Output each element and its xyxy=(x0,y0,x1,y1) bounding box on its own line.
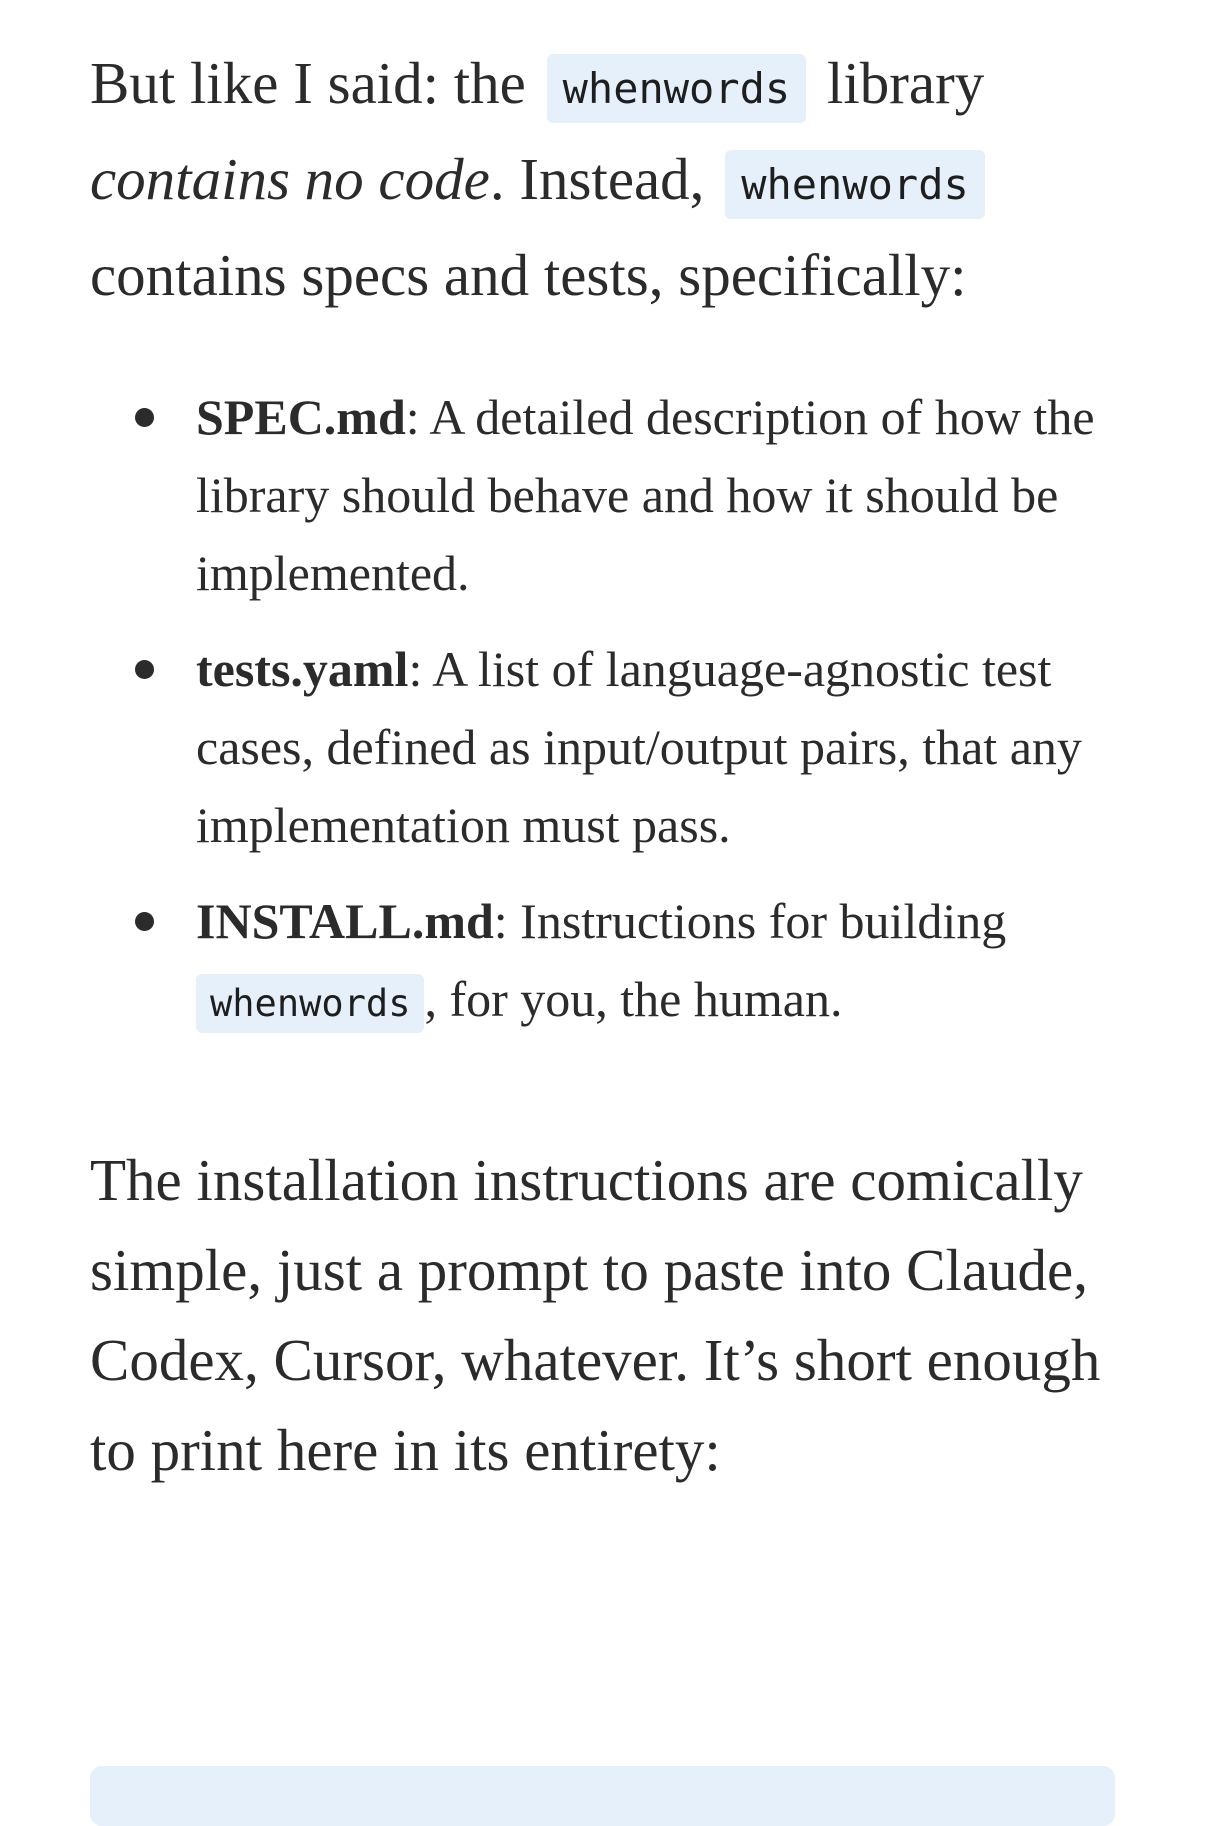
list-item xyxy=(196,378,1120,612)
bullet-icon xyxy=(135,408,154,427)
list-item-term: INSTALL.md xyxy=(196,893,494,949)
intro-text-3: . Instead, xyxy=(489,146,720,212)
bullet-icon xyxy=(135,912,154,931)
list-item-text: : A list of language-agnostic test cases, defined as input/output pairs, that any implementation must pass. xyxy=(196,641,1082,853)
list-item xyxy=(196,630,1120,864)
list-item-text-tail: , for you, the human. xyxy=(424,971,843,1027)
list-item-text: : Instructions for building xyxy=(493,893,1007,949)
intro-paragraph xyxy=(90,0,1120,320)
intro-text-1: But like I said: the xyxy=(90,50,541,116)
list-item-text: : A detailed description of how the library should behave and how it should be implemented. xyxy=(196,389,1095,601)
list-item xyxy=(196,882,1120,1043)
intro-text-4: contains specs and tests, specifically: xyxy=(90,242,967,308)
inline-code-whenwords: whenwords xyxy=(196,974,424,1033)
file-list xyxy=(90,378,1120,1043)
inline-code-whenwords: whenwords xyxy=(725,150,985,219)
intro-text-2: library xyxy=(812,50,985,116)
bullet-icon xyxy=(135,660,154,679)
code-block xyxy=(90,1766,1115,1826)
list-item-term: SPEC.md xyxy=(196,389,406,445)
article-body xyxy=(90,0,1120,1495)
intro-emphasis: contains no code xyxy=(90,146,490,212)
inline-code-whenwords: whenwords xyxy=(547,54,807,123)
list-item-term: tests.yaml xyxy=(196,641,409,697)
installation-paragraph: The installation instructions are comically simple, just a prompt to paste into Claude, Codex, Cursor, whatever. It’s short enough to print here in its entirety: xyxy=(90,1147,1101,1483)
